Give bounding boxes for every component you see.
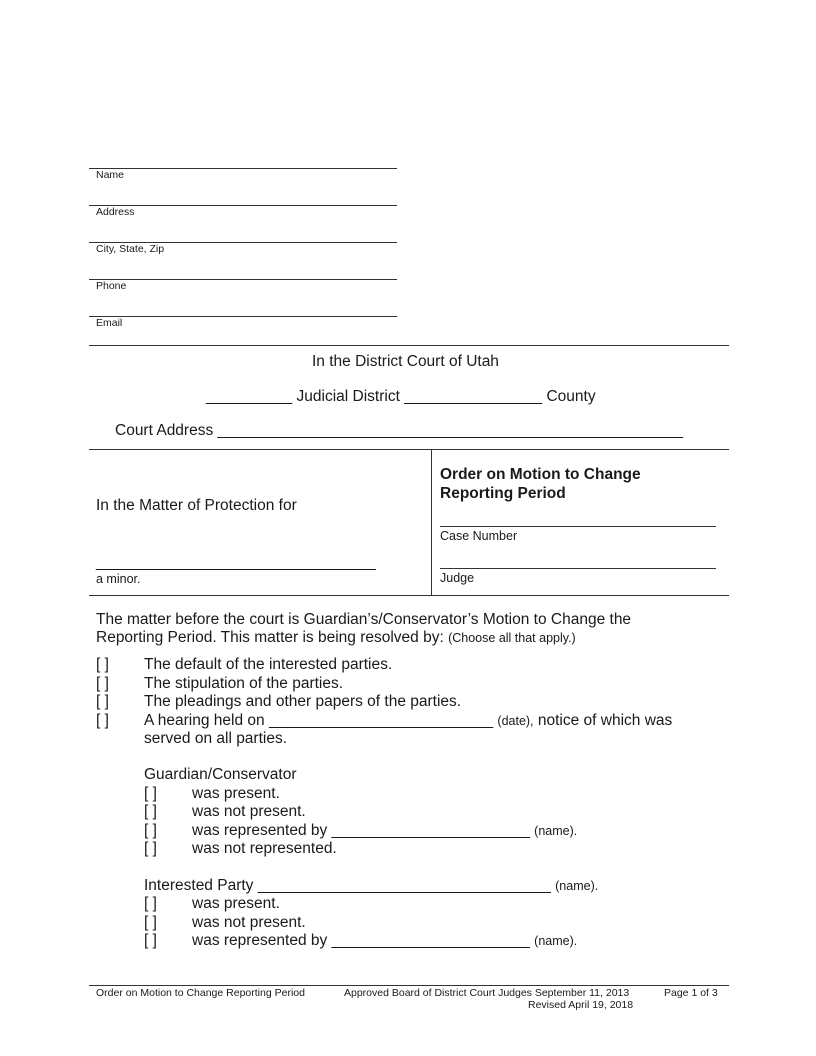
motion-name: Guardian’s/Conservator’s Motion to Change the xyxy=(303,611,632,628)
phone-line xyxy=(89,279,397,280)
footer-title: Order on Motion to Change Reporting Period xyxy=(96,987,305,999)
intro-text-1a: The matter before the court is xyxy=(96,611,300,628)
option-text: A hearing held on __________________________ xyxy=(144,712,494,729)
footer-revised: Revised April 19, 2018 xyxy=(528,999,634,1011)
phone-label: Phone xyxy=(96,280,127,292)
name-label: Name xyxy=(96,169,125,181)
hearing-rest: notice of which was xyxy=(537,712,673,729)
document-title-line2: Reporting Period xyxy=(440,485,566,502)
interested-not-present[interactable] xyxy=(144,914,306,932)
district-label: Judicial District xyxy=(296,388,400,405)
judge-label: Judge xyxy=(440,571,475,585)
item-text: was present. xyxy=(192,785,280,802)
intro-line-1 xyxy=(96,611,631,629)
option-stipulation[interactable] xyxy=(96,675,343,693)
intro-note: (Choose all that apply.) xyxy=(448,631,576,645)
checkbox[interactable]: [ ] xyxy=(96,656,109,673)
document-title-line1: Order on Motion to Change xyxy=(440,466,641,483)
interested-label: Interested Party __________________________________ xyxy=(144,877,551,894)
caption-top-rule xyxy=(89,449,729,450)
court-top-rule xyxy=(89,345,729,346)
footer-approved: Approved Board of District Court Judges September 11, 2013 xyxy=(344,987,630,999)
court-address-label: Court Address xyxy=(115,422,214,439)
checkbox[interactable]: [ ] xyxy=(96,693,109,710)
city-label: City, State, Zip xyxy=(96,243,165,255)
item-text: was not present. xyxy=(192,803,306,820)
address-line xyxy=(89,205,397,206)
item-text: was not represented. xyxy=(192,840,337,857)
guardian-heading: Guardian/Conservator xyxy=(144,766,297,783)
name-note: (name). xyxy=(534,824,578,838)
checkbox[interactable]: [ ] xyxy=(144,840,157,857)
minor-blank: __________________________________ xyxy=(96,554,376,571)
name-note: (name). xyxy=(534,934,578,948)
guardian-represented[interactable] xyxy=(144,822,577,840)
checkbox[interactable]: [ ] xyxy=(144,785,157,802)
option-text: The pleadings and other papers of the parties. xyxy=(144,693,462,710)
case-number-line xyxy=(440,526,716,527)
interested-heading xyxy=(144,877,598,895)
checkbox[interactable]: [ ] xyxy=(144,932,157,949)
caption-bottom-rule xyxy=(89,595,729,596)
caption-divider xyxy=(431,449,432,595)
court-address-blank: ______________________________________________________ xyxy=(217,422,684,439)
guardian-not-present[interactable] xyxy=(144,803,306,821)
checkbox[interactable]: [ ] xyxy=(144,895,157,912)
name-note: (name). xyxy=(555,879,599,893)
court-title: In the District Court of Utah xyxy=(312,353,499,370)
checkbox[interactable]: [ ] xyxy=(96,712,109,729)
intro-line-2 xyxy=(96,629,576,647)
footer-page: Page 1 of 3 xyxy=(664,987,718,999)
option-text: The default of the interested parties. xyxy=(144,656,393,673)
footer-rule xyxy=(89,985,729,986)
item-text: was present. xyxy=(192,895,280,912)
item-text: was not present. xyxy=(192,914,306,931)
option-pleadings[interactable] xyxy=(96,693,461,711)
guardian-present[interactable] xyxy=(144,785,280,803)
item-text: was represented by _______________________ xyxy=(192,932,530,949)
district-line xyxy=(206,388,596,406)
case-number-label: Case Number xyxy=(440,529,518,543)
option-hearing[interactable] xyxy=(96,712,672,730)
checkbox[interactable]: [ ] xyxy=(144,803,157,820)
checkbox[interactable]: [ ] xyxy=(144,822,157,839)
court-address-line xyxy=(115,422,683,440)
hearing-line-2: served on all parties. xyxy=(144,730,288,747)
interested-present[interactable] xyxy=(144,895,280,913)
intro-text-2: Reporting Period. This matter is being resolved by: xyxy=(96,629,444,646)
address-label: Address xyxy=(96,206,135,218)
county-blank: ________________ xyxy=(404,388,543,405)
name-line xyxy=(89,168,397,169)
item-text: was represented by _______________________ xyxy=(192,822,530,839)
minor-label: a minor. xyxy=(96,572,141,586)
option-default[interactable] xyxy=(96,656,392,674)
option-text: The stipulation of the parties. xyxy=(144,675,344,692)
county-label: County xyxy=(546,388,596,405)
document-title xyxy=(440,465,641,503)
email-label: Email xyxy=(96,317,123,329)
judge-line xyxy=(440,568,716,569)
checkbox[interactable]: [ ] xyxy=(96,675,109,692)
district-blank: __________ xyxy=(206,388,293,405)
guardian-not-represented[interactable] xyxy=(144,840,337,858)
checkbox[interactable]: [ ] xyxy=(144,914,157,931)
matter-text: In the Matter of Protection for xyxy=(96,497,297,514)
email-line xyxy=(89,316,397,317)
interested-represented[interactable] xyxy=(144,932,577,950)
date-note: (date), xyxy=(497,714,534,728)
